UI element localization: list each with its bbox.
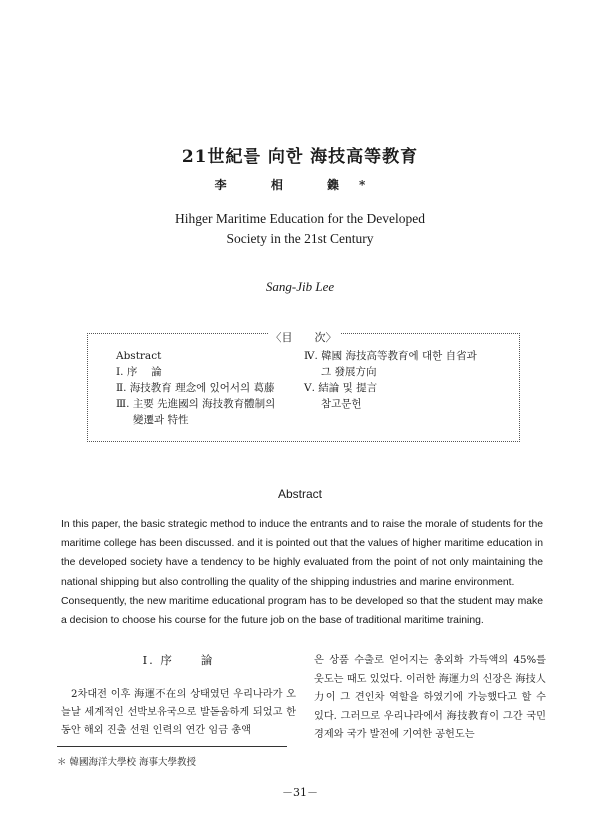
toc-item: Ⅱ. 海技教育 理念에 있어서의 葛藤 [116, 382, 275, 394]
body-column-left [61, 686, 296, 740]
paper-title-english [0, 209, 600, 249]
body-paragraph-right: 은 상품 수출로 얻어지는 총외화 가득액의 45%를 웃도는 때도 있었다. 이러한 海運力의 신장은 海技人力이 그 견인차 역할을 하였기에 가능했다고 할 수 있다. 그러므로 우리나라에서 海技教育이 그간 국민 경제와 국가 발전에 기여한 공헌도는 [314, 655, 546, 741]
paper-title-korean: 21世紀를 向한 海技高等教育 [181, 147, 419, 167]
toc-column-left [116, 348, 275, 428]
footnote-divider [57, 746, 287, 747]
toc-item: Abstract [116, 350, 162, 362]
abstract-paragraph-1: In this paper, the basic strategic method to induce the entrants and to raise the morale of students for the maritime college has been discussed. and it is pointed out that the values of higher maritime education in the developed society have a tendency to be highly evaluated from the point of not only maintaining the national shipping but also controlling the quality of the shipping industries and marine environment. [61, 519, 543, 588]
toc-item: Ⅲ. 主要 先進國의 海技教育體制의 [116, 398, 276, 410]
author-english: Sang-Jib Lee [265, 279, 335, 294]
abstract-heading: Abstract [277, 487, 322, 501]
section-heading-introduction: Ⅰ. 序 論 [142, 653, 215, 667]
toc-column-right [304, 348, 477, 412]
author-korean: 李 相 鏶* [214, 178, 386, 192]
toc-item: Ⅰ. 序 論 [116, 366, 162, 378]
body-column-right [314, 652, 546, 745]
toc-item: Ⅴ. 結論 및 提言 [304, 382, 378, 394]
title-en-line-1: Hihger Maritime Education for the Developed [174, 211, 426, 226]
toc-item: 그 發展方向 [321, 366, 377, 378]
toc-item: 참고문헌 [321, 398, 362, 410]
toc-heading-text: 〈目 次〉 [268, 331, 340, 344]
table-of-contents [87, 333, 520, 442]
toc-item: Ⅳ. 韓國 海技高等教育에 대한 自省과 [304, 350, 477, 362]
page-number: －31－ [282, 786, 318, 799]
footnote: ＊ 韓國海洋大學校 海事大學教授 [57, 757, 197, 768]
title-en-line-2: Society in the 21st Century [226, 231, 374, 246]
toc-item: 變遷과 特性 [133, 414, 189, 426]
body-paragraph-left: 2차대전 이후 海運不在의 상태였던 우리나라가 오늘날 세계적인 선박보유국으로 발돋움하게 되었고 한동안 해외 진출 선원 인력의 연간 임금 총액 [61, 689, 296, 736]
abstract-paragraph-2: Consequently, the new maritime educational program has to be developed so that the student may make a decision to choose his course for the future job on the base of traditional maritime training. [61, 595, 543, 627]
abstract-body [61, 515, 543, 630]
toc-heading [88, 326, 519, 345]
